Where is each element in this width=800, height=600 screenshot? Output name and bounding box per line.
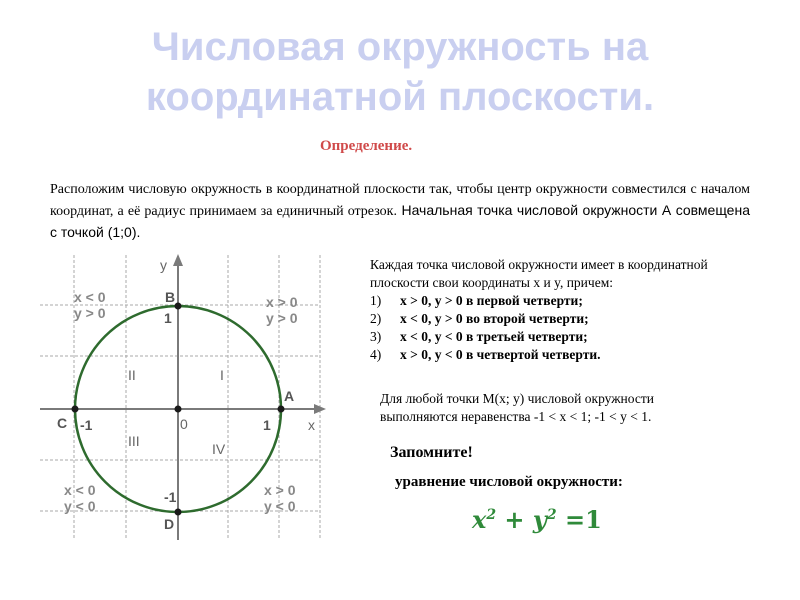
equation-label: уравнение числовой окружности: [395, 474, 623, 490]
tick-pos-x-label: 1 [263, 417, 271, 433]
inequality-section [380, 390, 780, 426]
tick-neg-y-label: -1 [164, 489, 177, 505]
origin-label: 0 [180, 416, 188, 432]
formula-y: y [532, 505, 547, 534]
q1-y-condition: y > 0 [266, 310, 298, 326]
list-item: 1) x > 0, y > 0 в первой четверти; [370, 293, 583, 308]
coordinates-intro: Каждая точка числовой окружности имеет в координатной плоскости свои координаты x и y, причем: [370, 257, 708, 290]
q2-x-condition: x < 0 [74, 289, 106, 305]
formula-plus: + [504, 505, 525, 534]
point-b-label: B [165, 289, 176, 305]
q3-x-condition: x < 0 [64, 482, 96, 498]
title-line-1: Числовая окружность на [151, 25, 649, 69]
point-a-dot [278, 406, 285, 413]
tick-neg-x-label: -1 [80, 417, 93, 433]
q4-x-condition: x > 0 [264, 482, 296, 498]
formula-exp-x: 2 [486, 507, 497, 523]
tick-pos-y-label: 1 [164, 310, 172, 326]
point-d-label: D [164, 516, 175, 532]
quadrant-1-label: I [220, 367, 224, 383]
origin-point [175, 406, 182, 413]
point-c-dot [72, 406, 79, 413]
inequality-line-2: выполняются неравенства -1 < x < 1; -1 < y < 1. [380, 409, 652, 424]
quadrant-list [370, 292, 770, 364]
point-a-label: A [284, 388, 295, 404]
remember-label: Запомните! [390, 444, 473, 461]
q4-y-condition: y < 0 [264, 498, 296, 514]
q2-y-condition: y > 0 [74, 305, 106, 321]
point-c-label: C [57, 415, 68, 431]
point-b-dot [175, 303, 182, 310]
intro-part-1: Расположим числовую окружность в координатной плоскости так, чтобы центр окружности совместился с началом координат, а её радиус принимаем за единичный отрезок. [50, 182, 750, 219]
list-item: 3) x < 0, y < 0 в третьей четверти; [370, 329, 588, 344]
list-item: 4) x > 0, y < 0 в четвертой четверти. [370, 347, 601, 362]
intro-part-2: Начальная точка числовой окружности А совмещена с точкой (1;0). [50, 202, 750, 240]
formula-exp-y: 2 [546, 507, 557, 523]
circle-equation [472, 505, 602, 534]
quadrant-3-label: III [128, 433, 140, 449]
title-line-2: координатной плоскости. [145, 75, 655, 119]
quadrant-2-label: II [128, 367, 136, 383]
point-d-dot [175, 509, 182, 516]
inequality-line-1: Для любой точки M(x; y) числовой окружности [380, 391, 654, 406]
y-axis-arrow-icon [173, 254, 183, 266]
list-item: 2) x < 0, y > 0 во второй четверти; [370, 311, 589, 326]
definition-label: Определение. [320, 138, 413, 154]
formula-x: x [472, 505, 487, 534]
quadrant-4-label: IV [212, 441, 226, 457]
formula-equals: =1 [564, 505, 602, 534]
y-axis-label: y [160, 257, 167, 273]
coordinates-section [370, 256, 770, 364]
q3-y-condition: y < 0 [64, 498, 96, 514]
x-axis-label: x [308, 417, 315, 433]
q1-x-condition: x > 0 [266, 294, 298, 310]
